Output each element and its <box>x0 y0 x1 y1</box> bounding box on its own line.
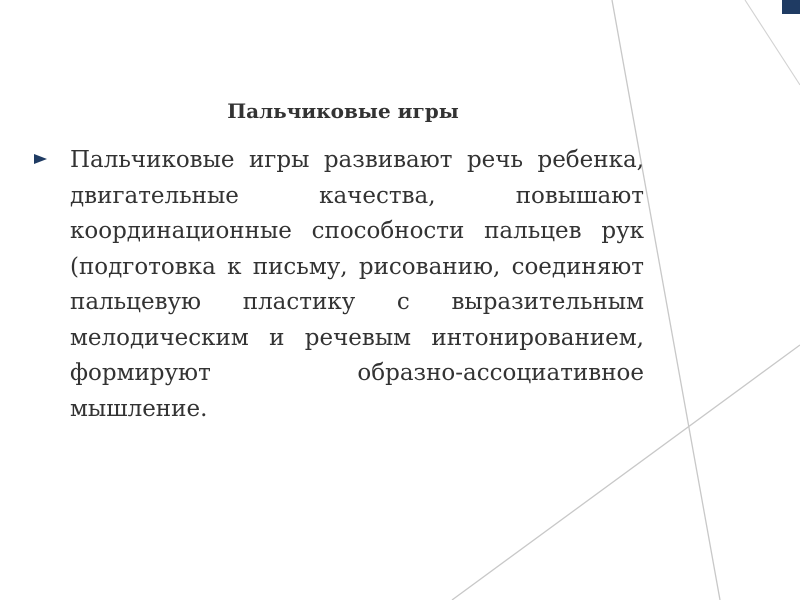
bullet-text: Пальчиковые игры развивают речь ребенка, двигательные качества, повышают координационные способности пальцев рук (подготовка к письму, рисованию, соединяют пальцевую пластику с выразительным мелодическим и речевым интонированием, формируют образно-ассоциативное мышление. <box>70 147 644 422</box>
arrow-bullet-icon <box>34 154 47 164</box>
bullet-item <box>34 143 644 427</box>
corner-accent-mark <box>782 0 800 14</box>
slide-title: Пальчиковые игры <box>227 99 459 123</box>
